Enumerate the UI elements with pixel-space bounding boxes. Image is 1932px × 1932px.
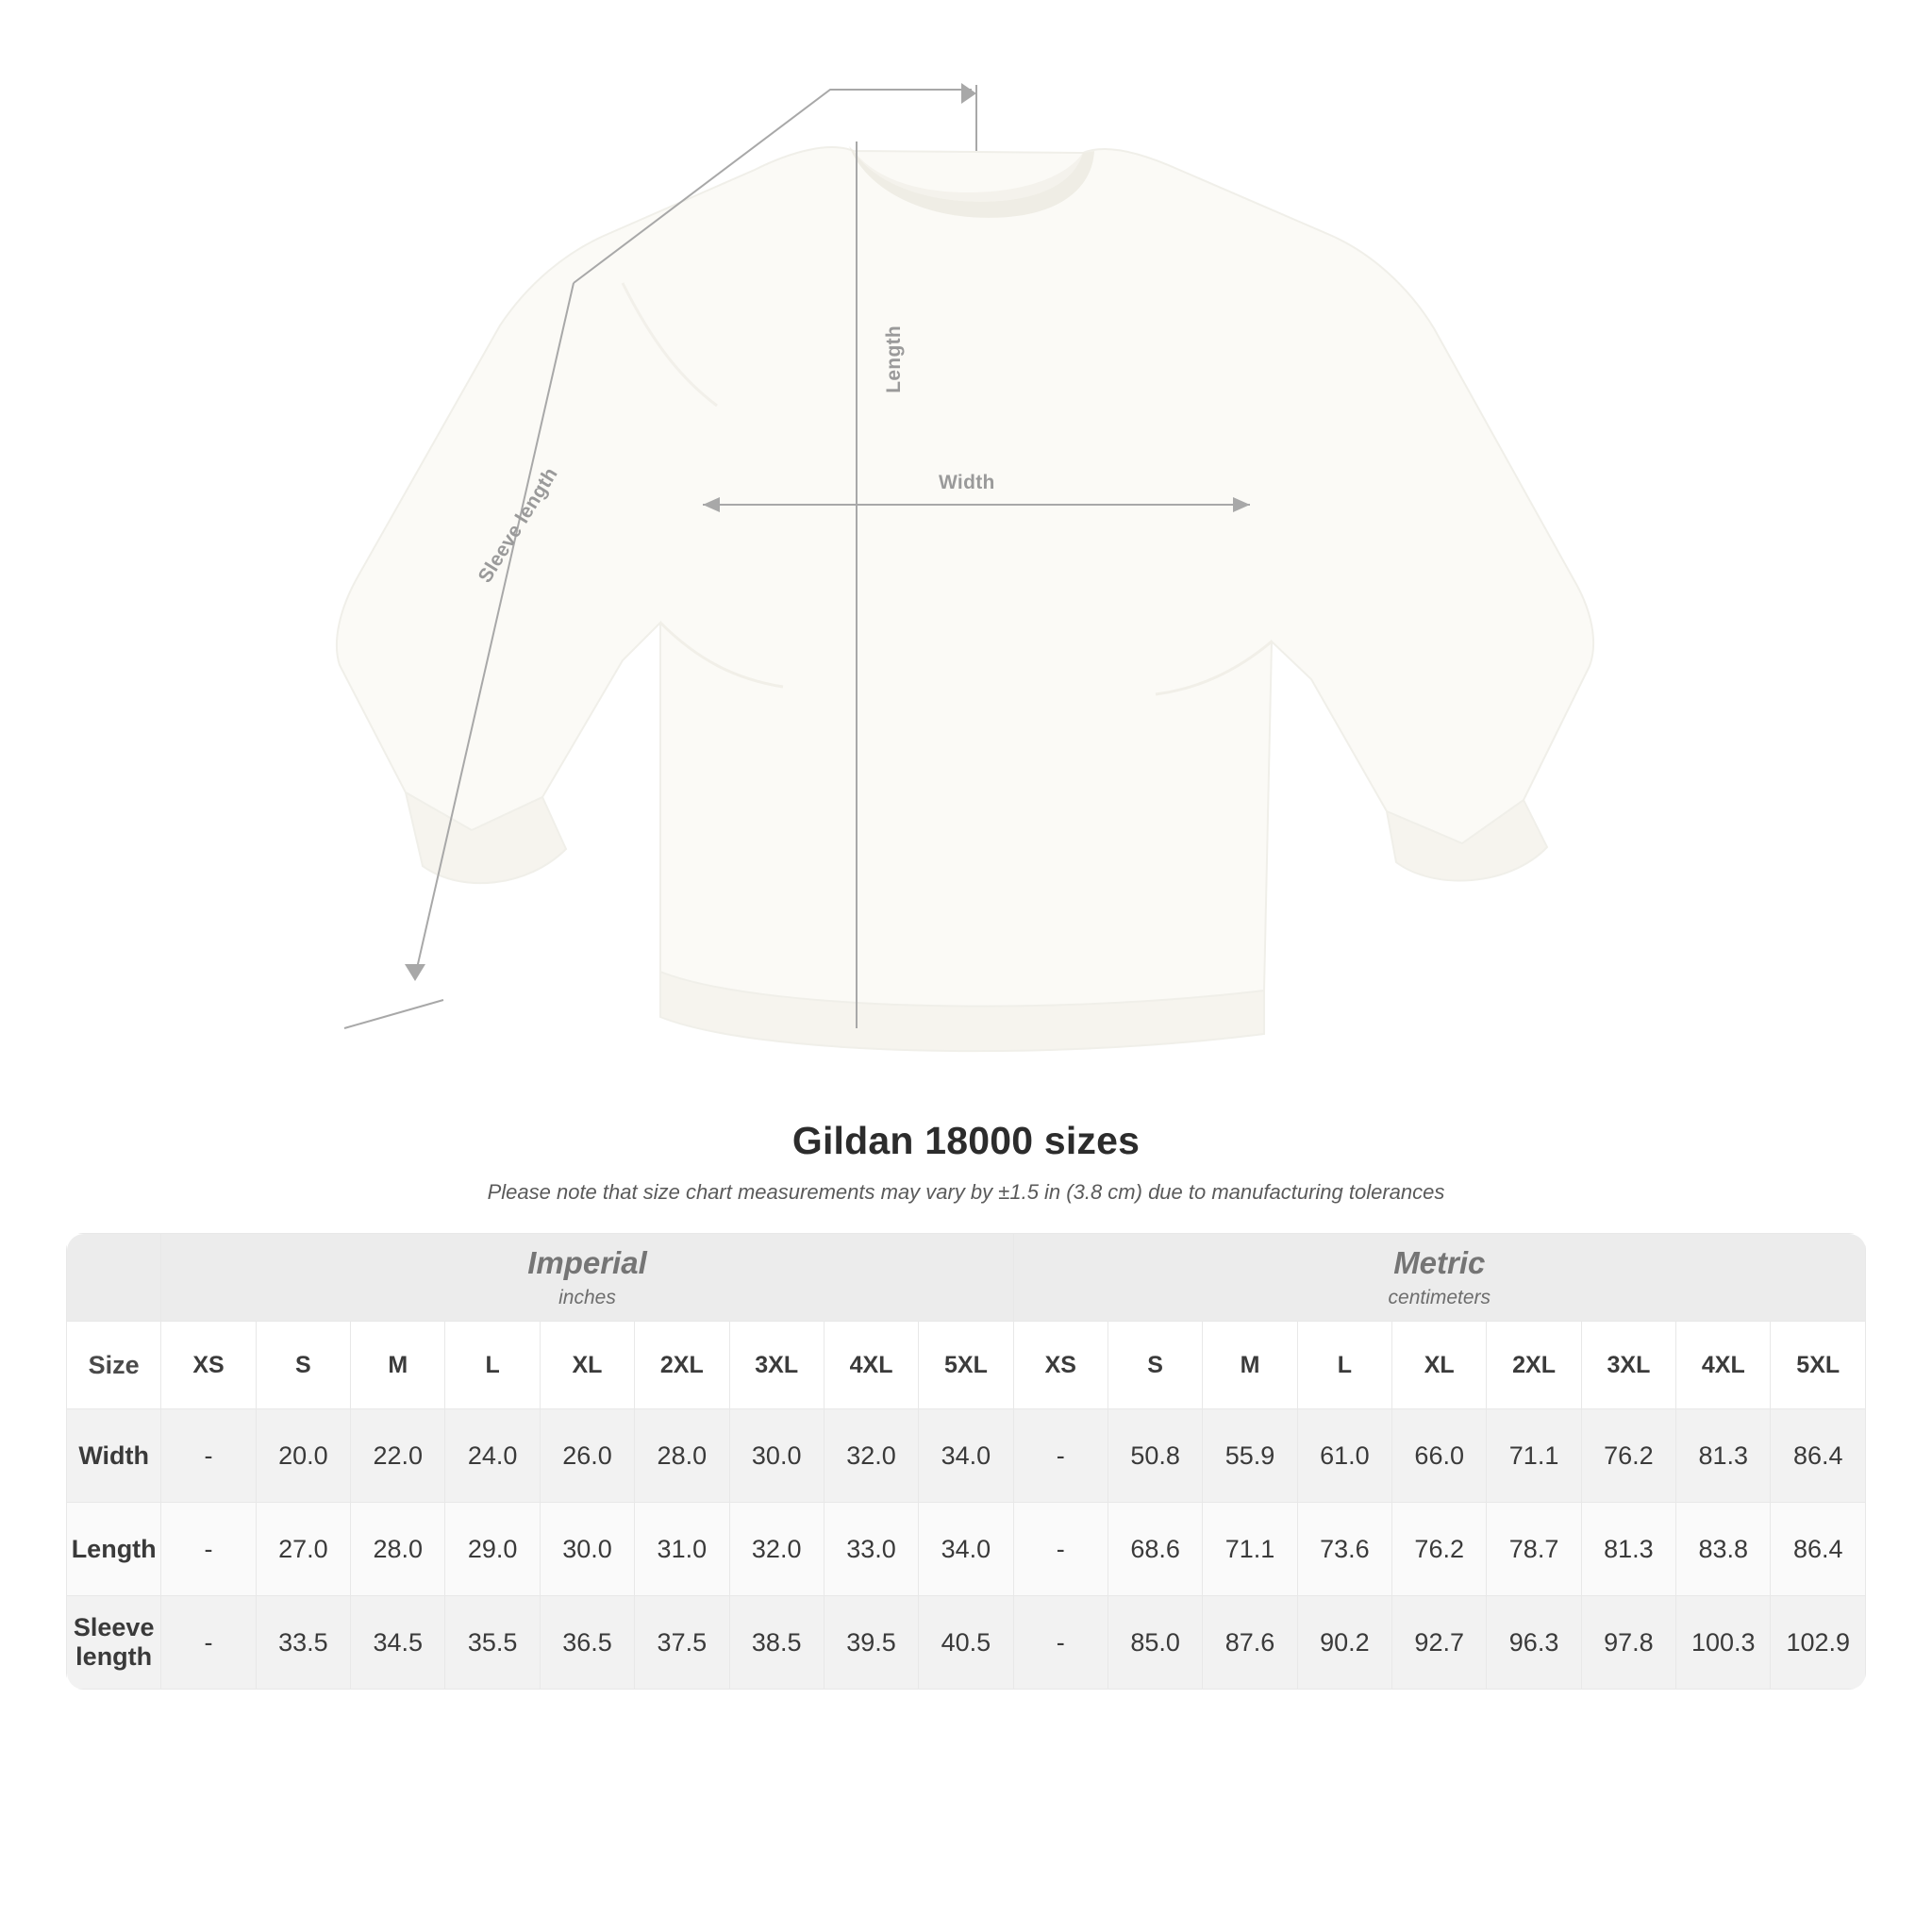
- cell-width-metric-1: 50.8: [1108, 1409, 1202, 1503]
- cell-sleeve-metric-1: 85.0: [1108, 1596, 1202, 1690]
- cell-width-imperial-7: 32.0: [824, 1409, 918, 1503]
- cell-sleeve-imperial-8: 40.5: [919, 1596, 1013, 1690]
- sleeve-length-label-text: Sleeve length: [474, 463, 562, 587]
- cell-length-metric-0: -: [1013, 1503, 1108, 1596]
- size-header-imperial-8: 5XL: [919, 1322, 1013, 1409]
- row-label-sleeve-length: Sleeve length: [67, 1596, 161, 1690]
- row-label-width: Width: [67, 1409, 161, 1503]
- cell-length-metric-5: 78.7: [1487, 1503, 1581, 1596]
- unit-metric-name: Metric: [1393, 1245, 1486, 1280]
- cell-width-metric-4: 66.0: [1392, 1409, 1487, 1503]
- cell-sleeve-imperial-0: -: [161, 1596, 256, 1690]
- cell-width-imperial-0: -: [161, 1409, 256, 1503]
- cell-width-metric-0: -: [1013, 1409, 1108, 1503]
- unit-imperial-name: Imperial: [527, 1245, 647, 1280]
- cell-width-imperial-6: 30.0: [729, 1409, 824, 1503]
- cell-sleeve-imperial-7: 39.5: [824, 1596, 918, 1690]
- cell-length-imperial-8: 34.0: [919, 1503, 1013, 1596]
- tolerance-note: Please note that size chart measurements may vary by ±1.5 in (3.8 cm) due to manufacturing tolerances: [487, 1180, 1445, 1204]
- size-chart-body: [67, 1234, 1866, 1690]
- cell-width-metric-6: 76.2: [1581, 1409, 1675, 1503]
- length-label: Length: [883, 325, 905, 393]
- cell-sleeve-metric-2: 87.6: [1203, 1596, 1297, 1690]
- cell-sleeve-imperial-5: 37.5: [635, 1596, 729, 1690]
- size-header-imperial-1: S: [256, 1322, 350, 1409]
- unit-metric-sub: centimeters: [1388, 1287, 1491, 1308]
- cell-sleeve-metric-5: 96.3: [1487, 1596, 1581, 1690]
- size-header-imperial-3: L: [445, 1322, 540, 1409]
- cell-length-imperial-1: 27.0: [256, 1503, 350, 1596]
- size-header-imperial-0: XS: [161, 1322, 256, 1409]
- cell-length-imperial-2: 28.0: [351, 1503, 445, 1596]
- cell-length-imperial-4: 30.0: [540, 1503, 634, 1596]
- cell-length-imperial-7: 33.0: [824, 1503, 918, 1596]
- row-label-length: Length: [67, 1503, 161, 1596]
- size-chart-table: [66, 1233, 1866, 1690]
- size-header-metric-1: S: [1108, 1322, 1202, 1409]
- size-chart-table-wrap: [66, 1233, 1866, 1690]
- cell-sleeve-metric-4: 92.7: [1392, 1596, 1487, 1690]
- size-header-imperial-7: 4XL: [824, 1322, 918, 1409]
- cell-sleeve-metric-6: 97.8: [1581, 1596, 1675, 1690]
- unit-imperial-cell: [161, 1234, 1013, 1322]
- cell-width-imperial-8: 34.0: [919, 1409, 1013, 1503]
- table-row: [67, 1596, 1866, 1690]
- cell-width-imperial-1: 20.0: [256, 1409, 350, 1503]
- cell-sleeve-imperial-2: 34.5: [351, 1596, 445, 1690]
- cell-width-imperial-5: 28.0: [635, 1409, 729, 1503]
- cell-length-imperial-3: 29.0: [445, 1503, 540, 1596]
- size-header-metric-5: 2XL: [1487, 1322, 1581, 1409]
- size-header-metric-3: L: [1297, 1322, 1391, 1409]
- cell-length-metric-1: 68.6: [1108, 1503, 1202, 1596]
- cell-sleeve-metric-3: 90.2: [1297, 1596, 1391, 1690]
- unit-imperial-sub: inches: [558, 1287, 616, 1308]
- size-header-imperial-6: 3XL: [729, 1322, 824, 1409]
- size-header-metric-8: 5XL: [1771, 1322, 1866, 1409]
- cell-width-imperial-4: 26.0: [540, 1409, 634, 1503]
- cell-length-metric-6: 81.3: [1581, 1503, 1675, 1596]
- sleeve-bottom-tick: [344, 1000, 443, 1028]
- cell-length-imperial-6: 32.0: [729, 1503, 824, 1596]
- cell-sleeve-imperial-6: 38.5: [729, 1596, 824, 1690]
- title-block: [0, 1119, 1932, 1205]
- size-header-metric-6: 3XL: [1581, 1322, 1675, 1409]
- sleeve-length-label: [453, 463, 584, 587]
- unit-header-row: [67, 1234, 1866, 1322]
- cell-width-metric-8: 86.4: [1771, 1409, 1866, 1503]
- cell-sleeve-imperial-1: 33.5: [256, 1596, 350, 1690]
- table-row: [67, 1503, 1866, 1596]
- size-header-imperial-4: XL: [540, 1322, 634, 1409]
- unit-metric-cell: [1013, 1234, 1865, 1322]
- cell-width-metric-5: 71.1: [1487, 1409, 1581, 1503]
- cell-sleeve-metric-7: 100.3: [1676, 1596, 1771, 1690]
- size-header-imperial-5: 2XL: [635, 1322, 729, 1409]
- cell-sleeve-metric-8: 102.9: [1771, 1596, 1866, 1690]
- cell-width-metric-7: 81.3: [1676, 1409, 1771, 1503]
- width-label: Width: [939, 472, 995, 493]
- unit-spacer-cell: [67, 1234, 161, 1322]
- cell-sleeve-imperial-3: 35.5: [445, 1596, 540, 1690]
- size-header-label: Size: [67, 1322, 161, 1409]
- size-header-imperial-2: M: [351, 1322, 445, 1409]
- cell-width-imperial-2: 22.0: [351, 1409, 445, 1503]
- cell-width-metric-3: 61.0: [1297, 1409, 1391, 1503]
- size-header-row: [67, 1322, 1866, 1409]
- cell-length-metric-3: 73.6: [1297, 1503, 1391, 1596]
- cell-length-imperial-5: 31.0: [635, 1503, 729, 1596]
- cell-sleeve-imperial-4: 36.5: [540, 1596, 634, 1690]
- size-header-metric-4: XL: [1392, 1322, 1487, 1409]
- cell-length-metric-4: 76.2: [1392, 1503, 1487, 1596]
- cell-length-metric-2: 71.1: [1203, 1503, 1297, 1596]
- cell-length-metric-7: 83.8: [1676, 1503, 1771, 1596]
- table-row: [67, 1409, 1866, 1503]
- size-header-metric-2: M: [1203, 1322, 1297, 1409]
- page-title: Gildan 18000 sizes: [791, 1119, 1141, 1162]
- cell-length-imperial-0: -: [161, 1503, 256, 1596]
- cell-sleeve-metric-0: -: [1013, 1596, 1108, 1690]
- cell-width-metric-2: 55.9: [1203, 1409, 1297, 1503]
- size-header-metric-7: 4XL: [1676, 1322, 1771, 1409]
- size-header-metric-0: XS: [1013, 1322, 1108, 1409]
- cell-width-imperial-3: 24.0: [445, 1409, 540, 1503]
- cell-length-metric-8: 86.4: [1771, 1503, 1866, 1596]
- sweatshirt-shape: [337, 146, 1593, 1051]
